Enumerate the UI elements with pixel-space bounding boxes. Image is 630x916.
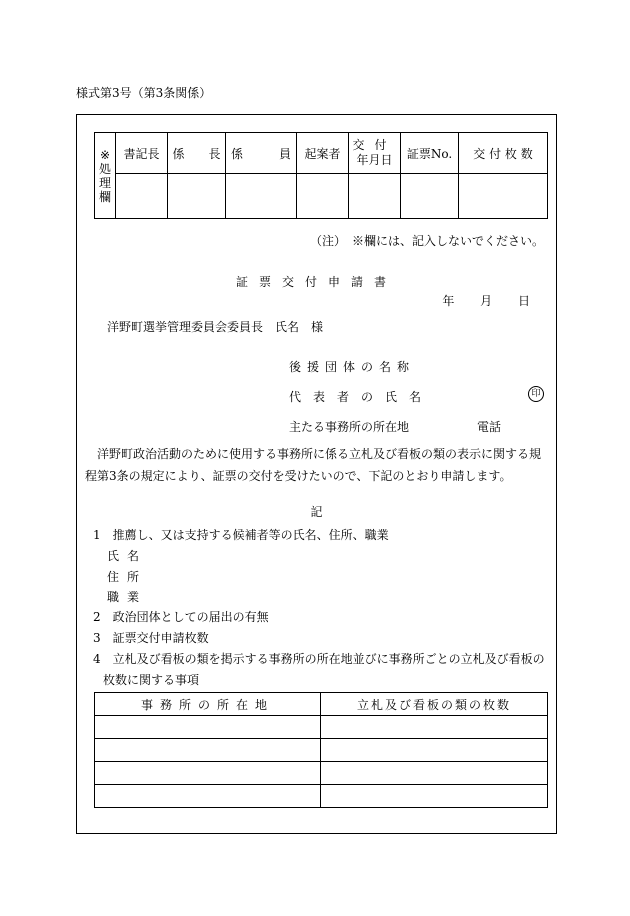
header-section-chief: 係 長 [168,133,226,174]
date-line: 年 月 日 [442,294,530,308]
item-1-address: 住所 [107,570,148,584]
processing-column-label: ※ 処 理 欄 [95,133,116,219]
table-cell[interactable] [95,785,321,808]
table-cell[interactable] [95,739,321,762]
table-cell[interactable] [95,716,321,739]
note: （注） ※欄には、記入しないでください。 [309,234,544,248]
ki-heading: 記 [310,505,323,519]
table-cell[interactable] [95,762,321,785]
cell-blank[interactable] [297,174,349,219]
cell-blank[interactable] [459,174,548,219]
form-number: 様式第3号（第3条関係） [76,86,212,100]
cell-blank[interactable] [116,174,168,219]
header-issue-count: 交 付 枚 数 [459,133,548,174]
group-name-label: 後援団体の名称 [289,360,416,374]
document-title: 証票交付申請書 [235,275,397,289]
header-issue-date: 交付 年月日 [349,133,401,174]
header-drafter: 起案者 [297,133,349,174]
representative-label: 代表者の氏名 [289,390,434,404]
phone-label: 電話 [477,420,502,434]
table-cell[interactable] [321,739,548,762]
item-1-occupation: 職業 [107,590,148,604]
item-4: 4 立札及び看板の類を掲示する事務所の所在地並びに事務所ごとの立札及び看板の [93,652,545,666]
office-location-table [94,692,548,808]
header-certificate-no: 証票No. [401,133,459,174]
item-1-name: 氏名 [107,549,148,563]
table-cell[interactable] [321,716,548,739]
cell-blank[interactable] [226,174,297,219]
cell-blank[interactable] [168,174,226,219]
office-address-label: 主たる事務所の所在地 [289,420,410,434]
header-sign-count: 立札及び看板の類の枚数 [321,693,548,716]
application-form [76,114,557,834]
seal-mark: 印 [528,386,544,402]
table-cell[interactable] [321,762,548,785]
header-office-location: 事務所の所在地 [95,693,321,716]
processing-table [94,132,548,219]
item-4-continued: 枚数に関する事項 [103,673,200,687]
cell-blank[interactable] [349,174,401,219]
cell-blank[interactable] [401,174,459,219]
addressee: 洋野町選挙管理委員会委員長 氏名 様 [107,320,324,334]
header-staff: 係 員 [226,133,297,174]
item-2: 2 政治団体としての届出の有無 [93,610,269,624]
header-secretary-general: 書記長 [116,133,168,174]
body-text: 洋野町政治活動のために使用する事務所に係る立札及び看板の類の表示に関する規程第3条の規定により、証票の交付を受けたいので、下記のとおり申請します。 [85,447,542,483]
item-3: 3 証票交付申請枚数 [93,631,209,645]
item-1: 1 推薦し、又は支持する候補者等の氏名、住所、職業 [93,528,389,542]
table-cell[interactable] [321,785,548,808]
